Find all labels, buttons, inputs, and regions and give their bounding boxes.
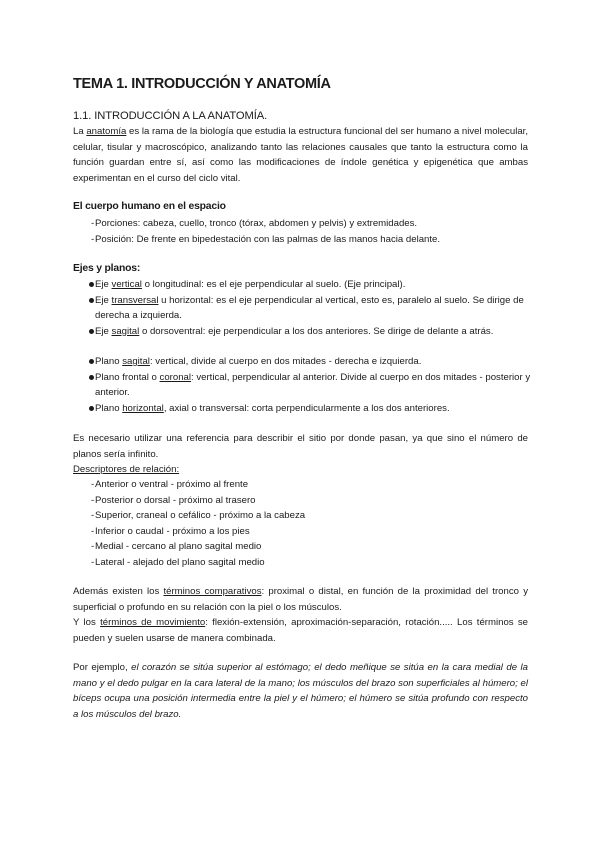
list-item: Eje transversal u horizontal: es el eje perpendicular al vertical, esto es, paralelo al suelo. Se dirige de derecha a izquierda. (73, 293, 533, 324)
list-item: - Porciones: cabeza, cuello, tronco (tórax, abdomen y pelvis) y extremidades. (91, 218, 418, 229)
referencia-paragraph: Es necesario utilizar una referencia para describir el sitio por donde pasan, ya que sino el número de planos sería infinito. (73, 433, 528, 460)
descriptores-heading: Descriptores de relación: (73, 464, 180, 475)
ejes-heading: Ejes y planos: (73, 263, 141, 274)
ejemplo-paragraph: Por ejemplo, el corazón se sitúa superior al estómago; el dedo meñique se sitúa en la cara medial de la mano y el dedo pulgar en la cara lateral de la mano; los músculos del brazo son superficiales al húmero; el bíceps ocupa una posición intermedia entre la piel y el húmero; el húmero se sitúa profundo con respecto a los músculos del brazo. (73, 662, 528, 720)
descriptores-list (73, 477, 533, 571)
cuerpo-list (73, 216, 533, 247)
list-item: Plano sagital: vertical, divide al cuerpo en dos mitades - derecha e izquierda. (73, 354, 533, 370)
planos-list (73, 354, 533, 416)
list-item: Eje vertical o longitudinal: es el eje perpendicular al suelo. (Eje principal). (73, 277, 533, 293)
list-item: - Posterior o dorsal - próximo al trasero (91, 494, 256, 506)
ejes-list (73, 277, 533, 339)
list-item: - Medial - cercano al plano sagital medio (91, 541, 262, 553)
list-item: - Lateral - alejado del plano sagital medio (91, 556, 265, 568)
list-item: - Inferior o caudal - próximo a los pies (91, 525, 250, 537)
section-heading: 1.1. INTRODUCCIÓN A LA ANATOMÍA. (73, 110, 268, 122)
intro-pre: La (73, 126, 87, 137)
list-item: - Anterior o ventral - próximo al frente (91, 479, 249, 490)
page-title: TEMA 1. INTRODUCCIÓN Y ANATOMÍA (73, 76, 331, 92)
intro-post: es la rama de la biología que estudia la estructura funcional del ser humano a nivel molecular, celular, tisular y macroscópico, analizando tanto las relaciones causales que tanto la estructura como la función guardan entre sí, así como las modificaciones de índole genética y epigenética que ambas experimentan en el curso del ciclo vital. (73, 126, 528, 184)
intro-paragraph (73, 124, 528, 186)
cuerpo-heading: El cuerpo humano en el espacio (73, 201, 226, 212)
list-item: Plano horizontal, axial o transversal: corta perpendicularmente a los dos anteriores. (73, 401, 533, 417)
list-item: Eje sagital o dorsoventral: eje perpendicular a los dos anteriores. Se dirige de delante a atrás. (73, 324, 533, 340)
list-item: - Posición: De frente en bipedestación con las palmas de las manos hacia delante. (91, 233, 441, 245)
list-item: - Superior, craneal o cefálico - próximo a la cabeza (91, 510, 306, 522)
intro-term: anatomía (86, 126, 127, 137)
list-item: Plano frontal o coronal: vertical, perpendicular al anterior. Divide al cuerpo en dos mitades - posterior y anterior. (73, 370, 533, 401)
terminos-paragraph: Además existen los términos comparativos: proximal o distal, en función de la proximidad del tronco y superficial o profundo en su relación con la piel o los músculos. Y los términos de movimiento: flexión-extensión, aproximación-separación, rotación..... Los términos se pueden y suelen usarse de manera combinada. (73, 586, 529, 644)
